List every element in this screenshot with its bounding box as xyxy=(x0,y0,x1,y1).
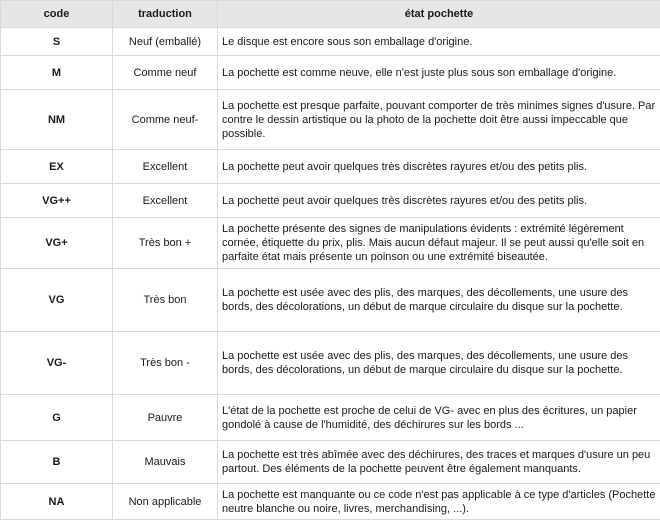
traduction-cell: Comme neuf- xyxy=(113,90,218,150)
table-header xyxy=(1,1,660,28)
code-cell: M xyxy=(1,56,113,90)
description-cell: La pochette est presque parfaite, pouvant comporter de très minimes signes d'usure. Par contre le dessin artistique ou la photo de la pochette doit être aussi impeccable que possible. xyxy=(218,90,660,150)
description-cell: La pochette peut avoir quelques très discrètes rayures et/ou des petits plis. xyxy=(218,150,660,184)
traduction-cell: Comme neuf xyxy=(113,56,218,90)
description-cell: La pochette est manquante ou ce code n'est pas applicable à ce type d'articles (Pochette neutre blanche ou noire, livres, merchandising, ...). xyxy=(218,484,660,520)
header-description: état pochette xyxy=(218,1,660,28)
code-cell: NA xyxy=(1,484,113,520)
code-cell: VG- xyxy=(1,332,113,395)
traduction-cell: Neuf (emballé) xyxy=(113,28,218,56)
traduction-cell: Très bon - xyxy=(113,332,218,395)
traduction-cell: Mauvais xyxy=(113,441,218,484)
table-row xyxy=(1,395,660,441)
traduction-cell: Très bon xyxy=(113,269,218,332)
table-row xyxy=(1,150,660,184)
table-row xyxy=(1,269,660,332)
code-cell: VG++ xyxy=(1,184,113,218)
description-cell: La pochette est très abîmée avec des déchirures, des traces et marques d'usure un peu partout. Des éléments de la pochette peuvent être également manquants. xyxy=(218,441,660,484)
code-cell: G xyxy=(1,395,113,441)
code-cell: B xyxy=(1,441,113,484)
code-cell: S xyxy=(1,28,113,56)
code-cell: VG xyxy=(1,269,113,332)
traduction-cell: Excellent xyxy=(113,150,218,184)
table-row xyxy=(1,441,660,484)
description-cell: L'état de la pochette est proche de celui de VG- avec en plus des écritures, un papier gondolé à cause de l'humidité, des déchirures sur les bords ... xyxy=(218,395,660,441)
traduction-cell: Excellent xyxy=(113,184,218,218)
traduction-cell: Non applicable xyxy=(113,484,218,520)
table-body xyxy=(1,28,660,520)
header-traduction: traduction xyxy=(113,1,218,28)
description-cell: Le disque est encore sous son emballage d'origine. xyxy=(218,28,660,56)
description-cell: La pochette présente des signes de manipulations évidents : extrémité légèrement cornée, étiquette du prix, plis. Mais aucun défaut majeur. Il se peut aussi qu'elle soit en parfaite état mais présente un poinson ou une extrémité biseautée. xyxy=(218,218,660,269)
table-row xyxy=(1,218,660,269)
table-row xyxy=(1,28,660,56)
code-cell: EX xyxy=(1,150,113,184)
header-code: code xyxy=(1,1,113,28)
table-row xyxy=(1,332,660,395)
table-row xyxy=(1,90,660,150)
traduction-cell: Pauvre xyxy=(113,395,218,441)
header-row xyxy=(1,1,660,28)
table-row xyxy=(1,56,660,90)
table-row xyxy=(1,484,660,520)
code-cell: NM xyxy=(1,90,113,150)
description-cell: La pochette peut avoir quelques très discrètes rayures et/ou des petits plis. xyxy=(218,184,660,218)
table-row xyxy=(1,184,660,218)
description-cell: La pochette est comme neuve, elle n'est juste plus sous son emballage d'origine. xyxy=(218,56,660,90)
description-cell: La pochette est usée avec des plis, des marques, des décollements, une usure des bords, des décolorations, un début de marque circulaire du disque sur la pochette. xyxy=(218,332,660,395)
code-cell: VG+ xyxy=(1,218,113,269)
traduction-cell: Très bon + xyxy=(113,218,218,269)
description-cell: La pochette est usée avec des plis, des marques, des décollements, une usure des bords, des décolorations, un début de marque circulaire du disque sur la pochette. xyxy=(218,269,660,332)
